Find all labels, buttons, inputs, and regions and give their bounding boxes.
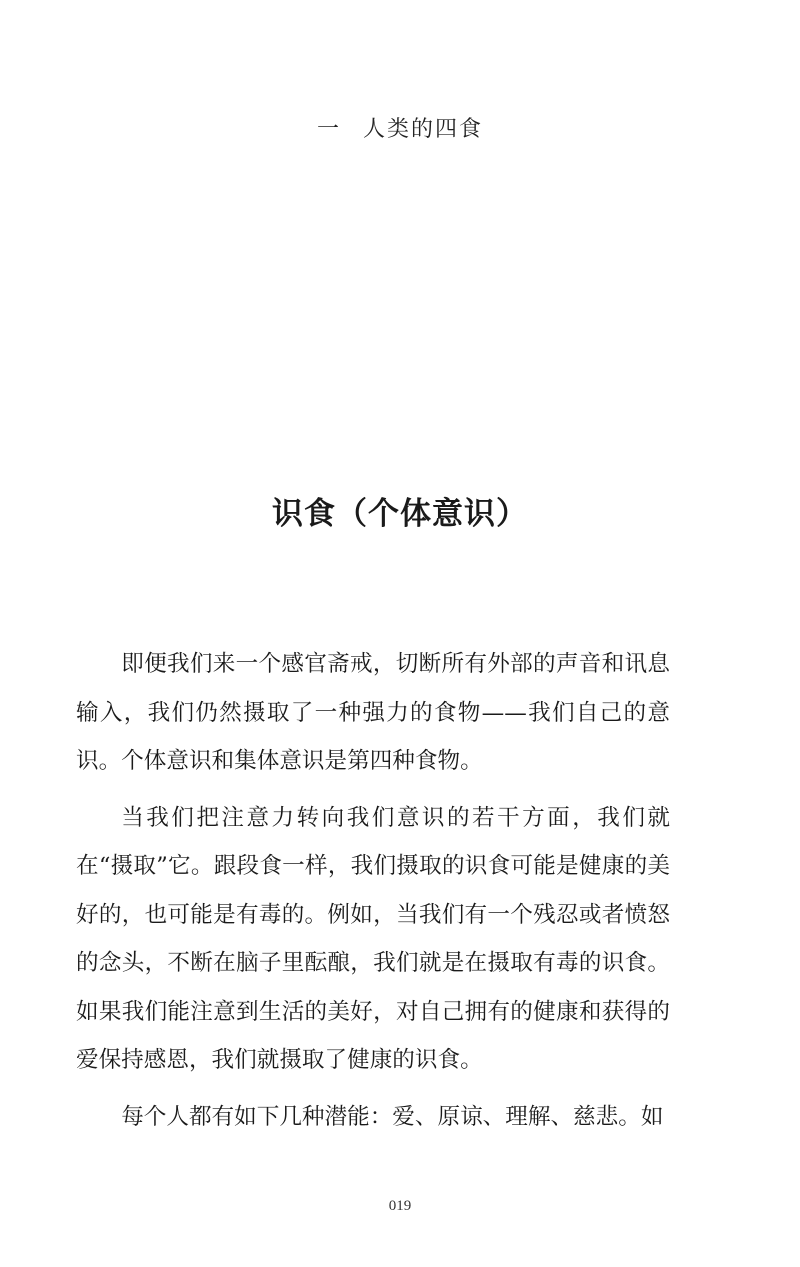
running-head-title: 人类的四食 [363,117,484,142]
page-number: 019 [388,1198,412,1214]
running-head-dash: 一 [316,117,341,142]
running-head [0,112,800,143]
paragraph-1: 即便我们来一个感官斋戒，切断所有外部的声音和讯息输入，我们仍然摄取了一种强力的食物——我们自己的意识。个体意识和集体意识是第四种食物。 [76,651,670,774]
paragraph-2: 当我们把注意力转向我们意识的若干方面，我们就在“摄取”它。跟段食一样，我们摄取的识食可能是健康的美好的，也可能是有毒的。例如，当我们有一个残忍或者愤怒的念头，不断在脑子里酝酿，我们就是在摄取有毒的识食。如果我们能注意到生活的美好，对自己拥有的健康和获得的爱保持感恩，我们就摄取了健康的识食。 [76,804,670,1073]
body-text [76,640,670,1149]
paragraph-3: 每个人都有如下几种潜能：爱、原谅、理解、慈悲。如 [121,1103,664,1130]
section-title: 识食（个体意识） [272,496,528,532]
